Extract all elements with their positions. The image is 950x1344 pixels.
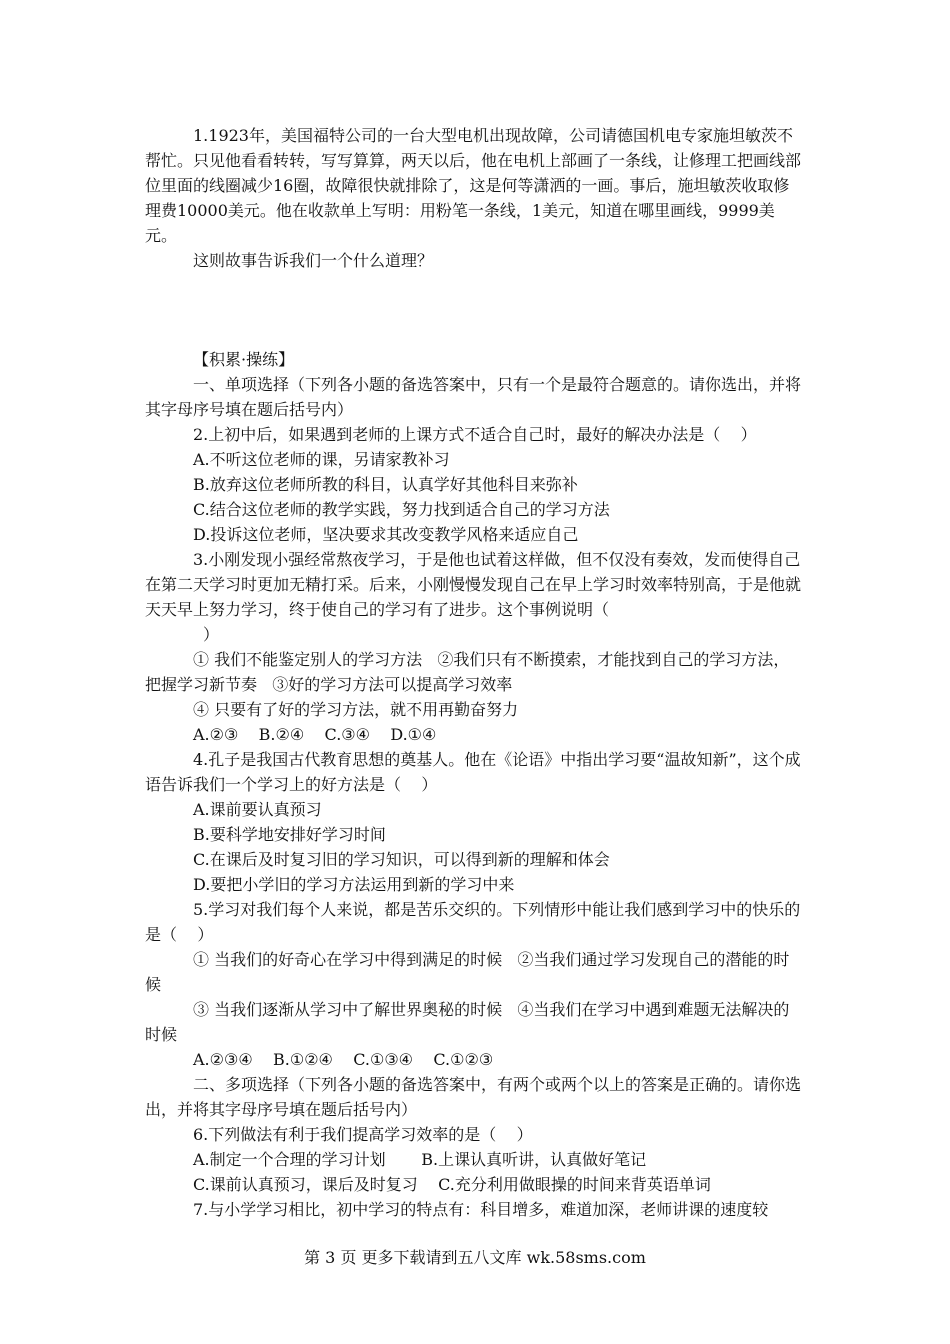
question-3: 3.小刚发现小强经常熬夜学习，于是他也试着这样做，但不仅没有奏效，发而使得自己在第二天学习时更加无精打采。后来，小刚慢慢发现自己在早上学习时效率特别高，于是他就天天早上努力学习，终于使自己的学习有了进步。这个事例说明（ <box>145 550 802 619</box>
question-6-options-cd: C.课前认真预习，课后及时复习 C.充分利用做眼操的时间来背英语单词 <box>193 1175 711 1194</box>
question-5-statements-2: ③ 当我们逐渐从学习中了解世界奥秘的时候 ④当我们在学习中遇到难题无法解决的时候 <box>145 1000 790 1044</box>
question-3-bracket-close: ） <box>203 625 220 644</box>
question-3-statements-2: ④ 只要有了好的学习方法，就不用再勤奋努力 <box>193 700 519 719</box>
section-heading: 【积累·操练】 <box>193 350 295 369</box>
question-5-statements-1: ① 当我们的好奇心在学习中得到满足的时候 ②当我们通过学习发现自己的潜能的时候 <box>145 950 790 994</box>
question-7: 7.与小学学习相比，初中学习的特点有：科目增多，难道加深，老师讲课的速度较 <box>193 1200 769 1219</box>
question-4-option-a: A.课前要认真预习 <box>193 800 322 819</box>
story-paragraph: 1.1923年，美国福特公司的一台大型电机出现故障，公司请德国机电专家施坦敏茨不帮忙。只见他看看转转，写写算算，两天以后，他在电机上部画了一条线，让修理工把画线部位里面的线圈减少16圈，故障很快就排除了，这是何等潇洒的一画。事后，施坦敏茨收取修理费10000美元。他在收款单上写明：用粉笔一条线，1美元，知道在哪里画线，9999美元。 <box>145 126 802 245</box>
story-question: 这则故事告诉我们一个什么道理？ <box>193 251 434 270</box>
question-4-option-c: C.在课后及时复习旧的学习知识，可以得到新的理解和体会 <box>193 850 610 869</box>
question-2-option-b: B.放弃这位老师所教的科目，认真学好其他科目来弥补 <box>193 475 578 494</box>
question-2: 2.上初中后，如果遇到老师的上课方式不适合自己时，最好的解决办法是（ ） <box>193 425 757 444</box>
question-3-statements-1: ① 我们不能鉴定别人的学习方法 ②我们只有不断摸索，才能找到自己的学习方法，把握学习新节奏 ③好的学习方法可以提高学习效率 <box>145 650 790 694</box>
part1-instructions: 一、单项选择（下列各小题的备选答案中，只有一个是最符合题意的。请你选出，并将其字母序号填在题后括号内） <box>145 375 802 419</box>
question-4: 4.孔子是我国古代教育思想的奠基人。他在《论语》中指出学习要“温故知新”，这个成语告诉我们一个学习上的好方法是（ ） <box>145 750 801 794</box>
question-3-options: A.②③ B.②④ C.③④ D.①④ <box>193 725 437 744</box>
question-6: 6.下列做法有利于我们提高学习效率的是（ ） <box>193 1125 533 1144</box>
question-5-options: A.②③④ B.①②④ C.①③④ C.①②③ <box>193 1050 494 1069</box>
question-4-option-b: B.要科学地安排好学习时间 <box>193 825 386 844</box>
exercise-section <box>145 347 805 1222</box>
page-footer: 第 3 页 更多下载请到五八文库 wk.58sms.com <box>304 1248 646 1267</box>
question-2-option-c: C.结合这位老师的教学实践，努力找到适合自己的学习方法 <box>193 500 610 519</box>
question-6-options-ab: A.制定一个合理的学习计划 B.上课认真听讲，认真做好笔记 <box>193 1150 647 1169</box>
question-4-option-d: D.要把小学旧的学习方法运用到新的学习中来 <box>193 875 515 894</box>
question-2-option-d: D.投诉这位老师，坚决要求其改变教学风格来适应自己 <box>193 525 579 544</box>
question-2-option-a: A.不听这位老师的课，另请家教补习 <box>193 450 450 469</box>
story-block <box>145 123 805 273</box>
part2-instructions: 二、多项选择（下列各小题的备选答案中，有两个或两个以上的答案是正确的。请你选出，并将其字母序号填在题后括号内） <box>145 1075 802 1119</box>
question-5: 5.学习对我们每个人来说，都是苦乐交织的。下列情形中能让我们感到学习中的快乐的是（ ） <box>145 900 801 944</box>
